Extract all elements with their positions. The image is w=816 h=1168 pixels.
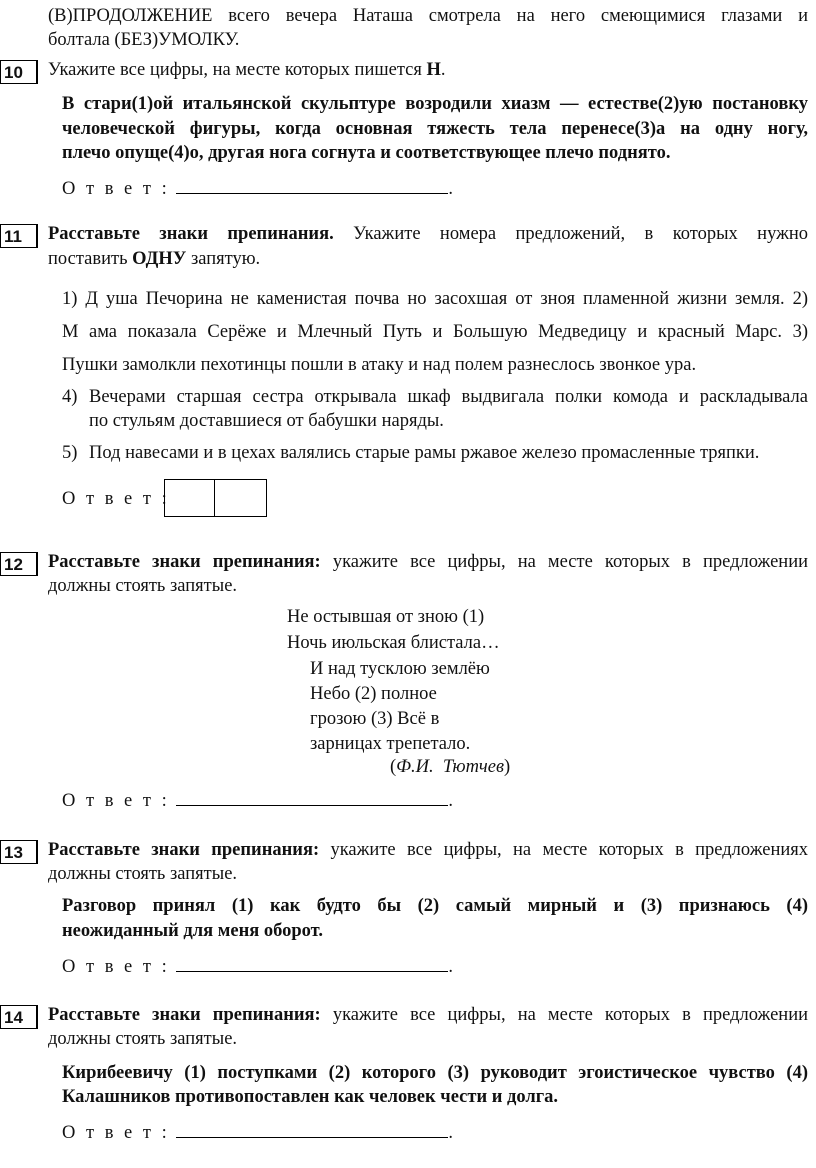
q13-prompt-line-2: должны стоять запятые. bbox=[48, 864, 238, 884]
question-number-12: 12 bbox=[0, 552, 38, 576]
q10-text-line-2: человеческой фигуры, когда основная тяжесть тела перенесе(3)а на одну ногу, bbox=[62, 119, 808, 139]
answer-end: . bbox=[448, 791, 453, 811]
q12-author-close: ) bbox=[504, 757, 511, 777]
answer-label: О т в е т : bbox=[62, 957, 170, 977]
question-number-13: 13 bbox=[0, 840, 38, 864]
q13-title: Расставьте знаки препинания: bbox=[48, 840, 320, 860]
question-number-14: 14 bbox=[0, 1005, 38, 1029]
q12-poem-line-3: И над тусклою землёю bbox=[310, 659, 490, 679]
q12-poem-author bbox=[390, 757, 510, 778]
answer-end: . bbox=[448, 179, 453, 199]
q11-item-4-line-1: Вечерами старшая сестра открывала шкаф выдвигала полки комода и раскладывала bbox=[89, 387, 808, 407]
q11-prompt-rest: Укажите номера предложений, в которых нужно bbox=[353, 224, 809, 244]
q12-prompt-rest: укажите все цифры, на месте которых в предложении bbox=[332, 552, 808, 572]
question-number-11: 11 bbox=[0, 224, 38, 248]
q10-answer bbox=[62, 177, 453, 200]
q11-title: Расставьте знаки препинания. bbox=[48, 224, 334, 244]
q12-poem-line-6: зарницах трепетало. bbox=[310, 734, 471, 754]
q11-item-5-text: Под навесами и в цехах валялись старые рамы ржавое железо промасленные тряпки. bbox=[89, 443, 760, 463]
q13-text-line-2: неожиданный для меня оборот. bbox=[62, 921, 323, 941]
q14-prompt-line-1 bbox=[48, 1005, 808, 1026]
q11-prompt-line-2 bbox=[48, 249, 260, 270]
q12-author-open: ( bbox=[390, 757, 397, 777]
answer-label: О т в е т : bbox=[62, 179, 170, 199]
q14-answer-field[interactable] bbox=[176, 1121, 448, 1138]
q11-item-4-number: 4) bbox=[62, 387, 78, 407]
top-line-1: (В)ПРОДОЛЖЕНИЕ всего вечера Наташа смотрела на него смеющимися глазами и bbox=[48, 6, 808, 26]
q13-prompt-line-1 bbox=[48, 840, 808, 861]
q14-text-line-1: Кирибеевичу (1) поступками (2) которого (3) руководит эгоистическое чувство (4) bbox=[62, 1063, 808, 1083]
q13-prompt-rest: укажите все цифры, на месте которых в предложениях bbox=[330, 840, 809, 860]
q13-text-line-1: Разговор принял (1) как будто бы (2) самый мирный и (3) признаюсь (4) bbox=[62, 896, 808, 916]
q12-author-name: Ф.И. Тютчев bbox=[396, 757, 505, 777]
q12-answer-field[interactable] bbox=[176, 789, 448, 806]
q14-title: Расставьте знаки препинания: bbox=[48, 1005, 321, 1025]
q11-prompt-line-1 bbox=[48, 224, 808, 245]
q12-poem-line-2: Ночь июльская блистала… bbox=[287, 633, 500, 653]
q10-text-line-1: В стари(1)ой итальянской скульптуре возродили хиазм — естестве(2)ую постановку bbox=[62, 94, 808, 114]
answer-end: . bbox=[448, 957, 453, 977]
q11-sentence-line-1: 1) Д уша Печорина не каменистая почва но засохшая от зноя пламенной жизни земля. 2) bbox=[62, 289, 808, 309]
q11-answer-cell-2[interactable] bbox=[214, 479, 267, 517]
q10-prompt-end: . bbox=[440, 60, 446, 80]
q11-prompt-a: поставить bbox=[48, 249, 128, 269]
q11-sentence-line-3: Пушки замолкли пехотинцы пошли в атаку и над полем разнеслось звонкое ура. bbox=[62, 355, 697, 375]
q14-answer bbox=[62, 1121, 453, 1144]
q11-prompt-c: запятую. bbox=[190, 249, 261, 269]
q11-sentence-line-2: М ама показала Серёже и Млечный Путь и Большую Медведицу и красный Марс. 3) bbox=[62, 322, 808, 342]
answer-label: О т в е т : bbox=[62, 489, 170, 509]
answer-end: . bbox=[448, 1123, 453, 1143]
q10-answer-field[interactable] bbox=[176, 177, 448, 194]
q11-item-5-number: 5) bbox=[62, 443, 78, 463]
q12-answer bbox=[62, 789, 453, 812]
q13-answer-field[interactable] bbox=[176, 955, 448, 972]
q10-prompt bbox=[48, 60, 446, 81]
q10-prompt-text: Укажите все цифры, на месте которых пишется bbox=[48, 60, 422, 80]
q11-answer-label bbox=[62, 489, 170, 510]
q14-prompt-line-2: должны стоять запятые. bbox=[48, 1029, 238, 1049]
q12-poem-line-4: Небо (2) полное bbox=[310, 684, 437, 704]
q10-prompt-letter: Н bbox=[426, 60, 441, 80]
q14-text-line-2: Калашников противопоставлен как человек чести и долга. bbox=[62, 1087, 559, 1107]
q14-prompt-rest: укажите все цифры, на месте которых в предложении bbox=[332, 1005, 808, 1025]
q12-prompt-line-1 bbox=[48, 552, 808, 573]
question-number-10: 10 bbox=[0, 60, 38, 84]
q12-poem-line-5: грозою (3) Всё в bbox=[310, 709, 440, 729]
q12-prompt-line-2: должны стоять запятые. bbox=[48, 576, 238, 596]
answer-label: О т в е т : bbox=[62, 1123, 170, 1143]
answer-label: О т в е т : bbox=[62, 791, 170, 811]
q12-poem-line-1: Не остывшая от зною (1) bbox=[287, 607, 485, 627]
q13-answer bbox=[62, 955, 453, 978]
q12-title: Расставьте знаки препинания: bbox=[48, 552, 321, 572]
q11-prompt-b: ОДНУ bbox=[132, 249, 187, 269]
top-line-2: болтала (БЕЗ)УМОЛКУ. bbox=[48, 30, 240, 50]
q10-text-line-3: плечо опуще(4)о, другая нога согнута и соответствующее плечо поднято. bbox=[62, 143, 671, 163]
q11-answer-cell-1[interactable] bbox=[164, 479, 215, 517]
q11-item-4-line-2: по стульям доставшиеся от бабушки наряды. bbox=[89, 411, 444, 431]
